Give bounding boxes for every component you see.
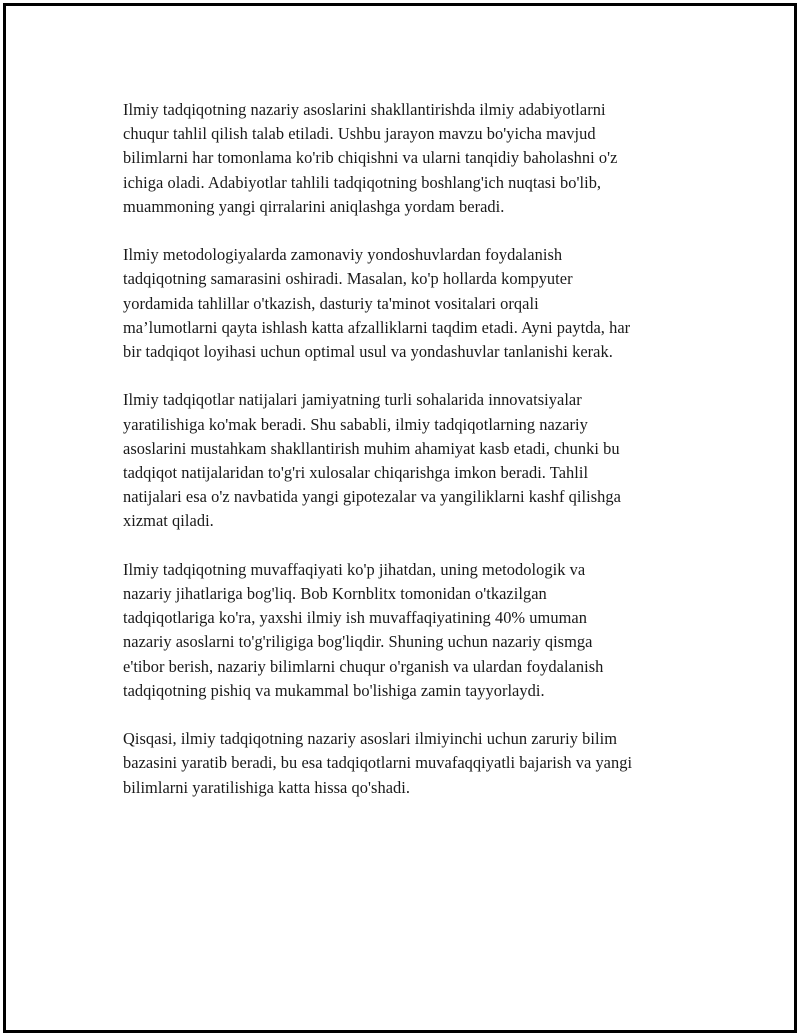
text-line: muammoning yangi qirralarini aniqlashga yordam beradi.: [123, 196, 505, 216]
text-line: xizmat qiladi.: [123, 511, 214, 531]
paragraph-4: [123, 558, 703, 703]
paragraph-5: [123, 727, 703, 800]
text-line: bilimlarni yaratilishiga katta hissa qo'shadi.: [123, 777, 411, 797]
text-line: tadqiqotning samarasini oshiradi. Masalan, ko'p hollarda kompyuter: [123, 269, 573, 289]
text-line: ichiga oladi. Adabiyotlar tahlili tadqiqotning boshlang'ich nuqtasi bo'lib,: [123, 172, 602, 192]
document-body: [123, 98, 703, 824]
paragraph-2: [123, 243, 703, 364]
text-line: yaratilishiga ko'mak beradi. Shu sababli, ilmiy tadqiqotlarning nazariy: [123, 414, 588, 434]
text-line: Ilmiy tadqiqotlar natijalari jamiyatning turli sohalarida innovatsiyalar: [123, 390, 582, 410]
text-line: chuqur tahlil qilish talab etiladi. Ushbu jarayon mavzu bo'yicha mavjud: [123, 124, 596, 144]
text-line: nazariy jihatlariga bog'liq. Bob Kornblitx tomonidan o'tkazilgan: [123, 584, 547, 604]
paragraph-3: [123, 388, 703, 533]
page-frame: [3, 3, 797, 1033]
text-line: tadqiqotning pishiq va mukammal bo'lishiga zamin tayyorlaydi.: [123, 680, 545, 700]
text-line: Ilmiy metodologiyalarda zamonaviy yondoshuvlardan foydalanish: [123, 245, 563, 265]
text-line: e'tibor berish, nazariy bilimlarni chuqur o'rganish va ulardan foydalanish: [123, 656, 604, 676]
text-line: bazasini yaratib beradi, bu esa tadqiqotlarni muvafaqqiyatli bajarish va yangi: [123, 753, 633, 773]
text-line: nazariy asoslarni to'g'riligiga bog'liqdir. Shuning uchun nazariy qismga: [123, 632, 593, 652]
text-line: Qisqasi, ilmiy tadqiqotning nazariy asoslari ilmiyinchi uchun zaruriy bilim: [123, 729, 618, 749]
text-line: asoslarini mustahkam shakllantirish muhim ahamiyat kasb etadi, chunki bu: [123, 438, 620, 458]
text-line: yordamida tahlillar o'tkazish, dasturiy ta'minot vositalari orqali: [123, 293, 539, 313]
text-line: tadqiqotlariga ko'ra, yaxshi ilmiy ish muvaffaqiyatining 40% umuman: [123, 608, 587, 628]
text-line: ma’lumotlarni qayta ishlash katta afzalliklarni taqdim etadi. Ayni paytda, har: [123, 317, 631, 337]
text-line: bir tadqiqot loyihasi uchun optimal usul va yondashuvlar tanlanishi kerak.: [123, 342, 613, 362]
text-line: Ilmiy tadqiqotning nazariy asoslarini shakllantirishda ilmiy adabiyotlarni: [123, 100, 606, 119]
text-line: tadqiqot natijalaridan to'g'ri xulosalar chiqarishga imkon beradi. Tahlil: [123, 463, 589, 483]
text-line: Ilmiy tadqiqotning muvaffaqiyati ko'p jihatdan, uning metodologik va: [123, 559, 586, 579]
text-line: bilimlarni har tomonlama ko'rib chiqishni va ularni tanqidiy baholashni o'z: [123, 148, 618, 168]
paragraph-1: [123, 98, 703, 219]
text-line: natijalari esa o'z navbatida yangi gipotezalar va yangiliklarni kashf qilishga: [123, 487, 621, 507]
